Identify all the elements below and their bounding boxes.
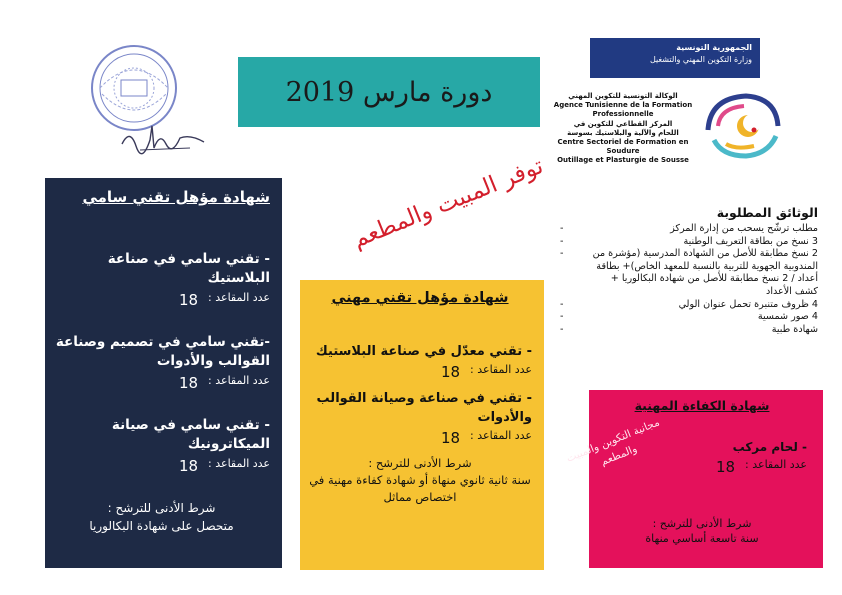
document-item: - 4 ظروف متنبرة تحمل عنوان الولي: [586, 299, 818, 312]
documents-title: الوثائق المطلوبة: [716, 205, 818, 220]
required-documents: [560, 205, 818, 336]
seats-label: عدد المقاعد :: [208, 291, 270, 304]
agency-logo-icon: [702, 90, 782, 162]
seats-count: 18: [178, 457, 199, 475]
seats-count: 18: [440, 363, 461, 381]
session-banner: [238, 57, 540, 127]
seats-row: [53, 457, 270, 475]
session-title: دورة مارس 2019: [285, 76, 493, 108]
condition-text: متحصل على شهادة البكالوريا: [89, 519, 234, 533]
bts-specialty: - تقني سامي في صيانة الميكاترونيك: [111, 417, 270, 452]
seats-count: 18: [715, 458, 736, 476]
btp-specialty: - تقني معدّل في صناعة البلاستيك: [315, 344, 532, 359]
documents-list: [560, 223, 818, 336]
seats-label: عدد المقاعد :: [208, 457, 270, 470]
seats-label: عدد المقاعد :: [470, 363, 532, 376]
seats-label: عدد المقاعد :: [208, 374, 270, 387]
agency-name-fr-1: Agence Tunisienne de la Formation: [553, 101, 693, 110]
republic-label: الجمهورية التونسية: [676, 43, 752, 52]
bts-title: شهادة مؤهل تقني سامي: [82, 188, 270, 206]
condition-title: شرط الأدنى للترشح :: [652, 517, 752, 530]
cap-panel: [589, 390, 823, 568]
seats-count: 18: [440, 429, 461, 447]
bts-panel: [45, 178, 282, 568]
center-name-ar-1: المركز القطاعي للتكوين في: [573, 119, 673, 128]
seats-row: [597, 458, 807, 476]
ministry-header: [590, 38, 760, 78]
document-item: - 3 نسخ من بطاقة التعريف الوطنية: [586, 236, 818, 249]
condition-title: شرط الأدنى للترشح :: [107, 501, 216, 515]
agency-name-ar: الوكالة التونسية للتكوين المهني: [568, 92, 678, 100]
seats-row: [308, 429, 532, 447]
document-item: - شهادة طبية: [586, 324, 818, 337]
center-name-fr-2: Outillage et Plasturgie de Sousse: [557, 156, 689, 165]
agency-name-fr-2: Professionnelle: [592, 110, 654, 119]
seats-label: عدد المقاعد :: [470, 429, 532, 442]
center-name-ar-2: اللحام والآلية والبلاستيك بسوسة: [567, 128, 679, 137]
btp-condition: [308, 455, 532, 506]
signature-icon: [120, 118, 206, 158]
document-item: - مطلب ترشّح يسحب من إدارة المركز: [586, 223, 818, 236]
bts-condition: [53, 499, 270, 535]
document-item: - 2 نسخ مطابقة للأصل من الشهادة المدرسية (مؤشرة من المندوبية الجهوية للتربية بالنسبة للمعهد الخاص)+ بطاقة أعداد / 2 نسخ مطابقة للأصل من شهادة البكالوريا + كشف الأعداد: [586, 248, 818, 298]
btp-specialty: - تقني في صناعة وصيانة القوالب والأدوات: [316, 391, 532, 425]
seats-row: [308, 363, 532, 381]
condition-text: سنة ثانية ثانوي منهاة أو شهادة كفاءة مهنية في اختصاص مماثل: [309, 473, 531, 504]
seats-row: [53, 374, 270, 392]
seats-count: 18: [178, 291, 199, 309]
bts-specialty: - تقني سامي في صناعة البلاستيك: [107, 251, 270, 286]
free-training-note: مجانية التكوين والمبيت والمطعم: [564, 416, 662, 469]
slogan: توفر المبيت والمطعم: [349, 152, 547, 254]
ministry-label: وزارة التكوين المهني والتشغيل: [649, 55, 752, 64]
seats-count: 18: [178, 374, 199, 392]
center-name-fr-1: Centre Sectoriel de Formation en Soudure: [557, 138, 689, 156]
btp-panel: [300, 280, 544, 570]
bts-specialty: -تقني سامي في تصميم وصناعة القوالب والأدوات: [55, 334, 270, 369]
agency-block: [548, 92, 698, 166]
document-item: - 4 صور شمسية: [586, 311, 818, 324]
cap-title: شهادة الكفاءة المهنية: [634, 398, 770, 413]
cap-specialty: - لحام مركب: [732, 440, 807, 454]
cap-condition: [597, 516, 807, 546]
seats-row: [53, 291, 270, 309]
condition-text: سنة تاسعة أساسي منهاة: [645, 532, 759, 545]
condition-title: شرط الأدنى للترشح :: [368, 456, 472, 470]
btp-title: شهادة مؤهل تقني مهني: [331, 290, 509, 306]
seats-label: عدد المقاعد :: [745, 458, 807, 471]
